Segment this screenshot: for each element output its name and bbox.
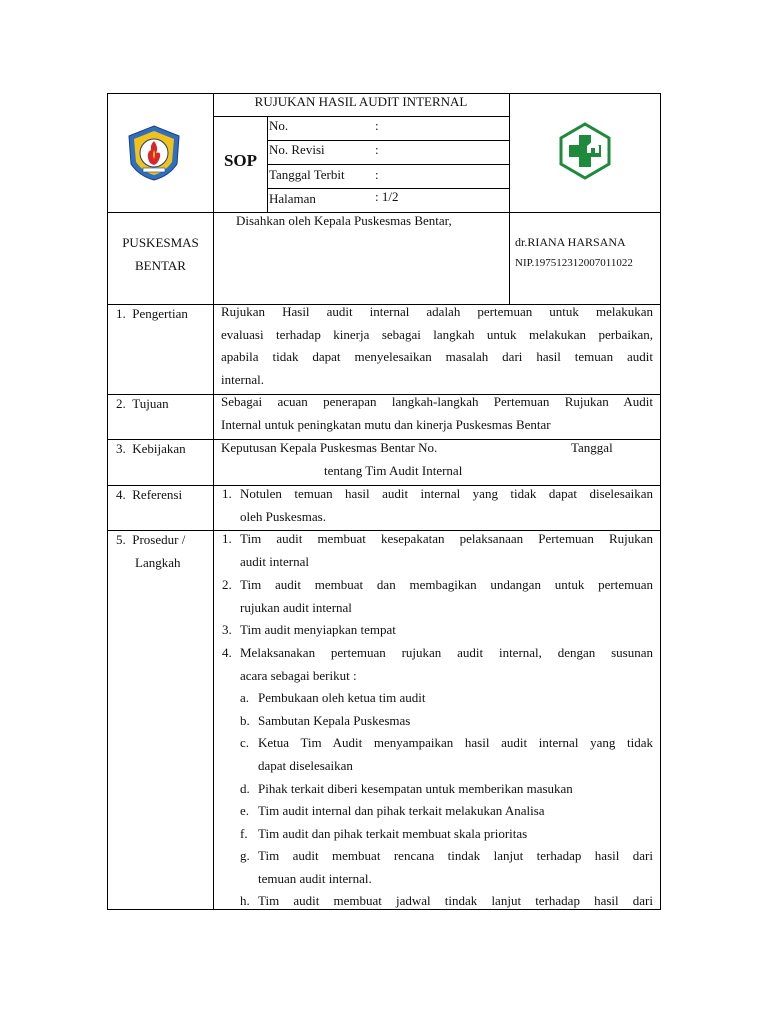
field-tanggal-value: :	[375, 167, 379, 182]
org-name-line2: BENTAR	[135, 258, 186, 273]
procedure-step: 1. Tim audit membuat kesepakatan pelaksanaan Pertemuan Rujukan audit internal	[222, 531, 653, 569]
agenda-item: f. Tim audit dan pihak terkait membuat skala prioritas	[240, 826, 528, 841]
org-name-line1: PUSKESMAS	[122, 235, 199, 250]
procedure-step: 4. Melaksanakan pertemuan rujukan audit internal, dengan susunan acara sebagai berikut :	[222, 645, 653, 683]
field-revisi-label: No. Revisi	[269, 142, 325, 157]
approval-text: Disahkan oleh Kepala Puskesmas Bentar,	[236, 213, 452, 228]
procedure-step: 3. Tim audit menyiapkan tempat	[222, 622, 396, 637]
section-3-label: 3. Kebijakan	[116, 441, 186, 456]
agenda-item: a. Pembukaan oleh ketua tim audit	[240, 690, 426, 705]
puskesmas-logo	[556, 122, 614, 180]
section-5-label-line2: Langkah	[135, 555, 181, 570]
sop-label: SOP	[223, 151, 258, 170]
agenda-item: g. Tim audit membuat rencana tindak lanjut terhadap hasil dari temuan audit internal.	[240, 848, 653, 886]
field-revisi-value: :	[375, 142, 379, 157]
agenda-item: e. Tim audit internal dan pihak terkait melakukan Analisa	[240, 803, 545, 818]
section-4-label: 4. Referensi	[116, 487, 183, 502]
regional-emblem-logo	[125, 124, 183, 182]
reference-item: 1. Notulen temuan hasil audit internal yang tidak dapat diselesaikan oleh Puskesmas.	[222, 486, 653, 524]
field-no-value: :	[375, 118, 379, 133]
section-3-line1-right: Tanggal	[571, 440, 613, 455]
agenda-item: b. Sambutan Kepala Puskesmas	[240, 713, 411, 728]
section-1-label: 1. Pengertian	[116, 306, 188, 321]
section-2-text: Sebagai acuan penerapan langkah-langkah Pertemuan Rujukan Audit Internal untuk peningkatan mutu dan kinerja Puskesmas Bentar	[221, 394, 653, 432]
field-halaman-value: : 1/2	[375, 189, 399, 204]
field-halaman-label: Halaman	[269, 191, 316, 206]
section-3-line2: tentang Tim Audit Internal	[324, 463, 463, 478]
section-2-label: 2. Tujuan	[116, 396, 169, 411]
document-title: RUJUKAN HASIL AUDIT INTERNAL	[254, 94, 468, 109]
agenda-item: d. Pihak terkait diberi kesempatan untuk memberikan masukan	[240, 781, 573, 796]
org-name	[108, 231, 213, 277]
signer-name: dr.RIANA HARSANA	[515, 235, 626, 249]
section-5-label: 5. Prosedur /	[116, 532, 186, 547]
agenda-item: c. Ketua Tim Audit menyampaikan hasil audit internal yang tidak dapat diselesaikan	[240, 735, 653, 773]
section-1-text: Rujukan Hasil audit internal adalah pertemuan untuk melakukan evaluasi terhadap kinerja sebagai langkah untuk melakukan perbaikan, apabila tidak dapat menyelesaikan masalah dari hasil temuan audit internal.	[221, 304, 653, 387]
signer-nip: NIP.197512312007011022	[515, 257, 633, 269]
agenda-item: h. Tim audit membuat jadwal tindak lanjut terhadap hasil dari	[240, 893, 653, 908]
procedure-step: 2. Tim audit membuat dan membagikan undangan untuk pertemuan rujukan audit internal	[222, 577, 653, 615]
section-3-line1-left: Keputusan Kepala Puskesmas Bentar No.	[221, 440, 438, 455]
field-tanggal-label: Tanggal Terbit	[269, 167, 345, 182]
field-no-label: No.	[269, 118, 289, 133]
